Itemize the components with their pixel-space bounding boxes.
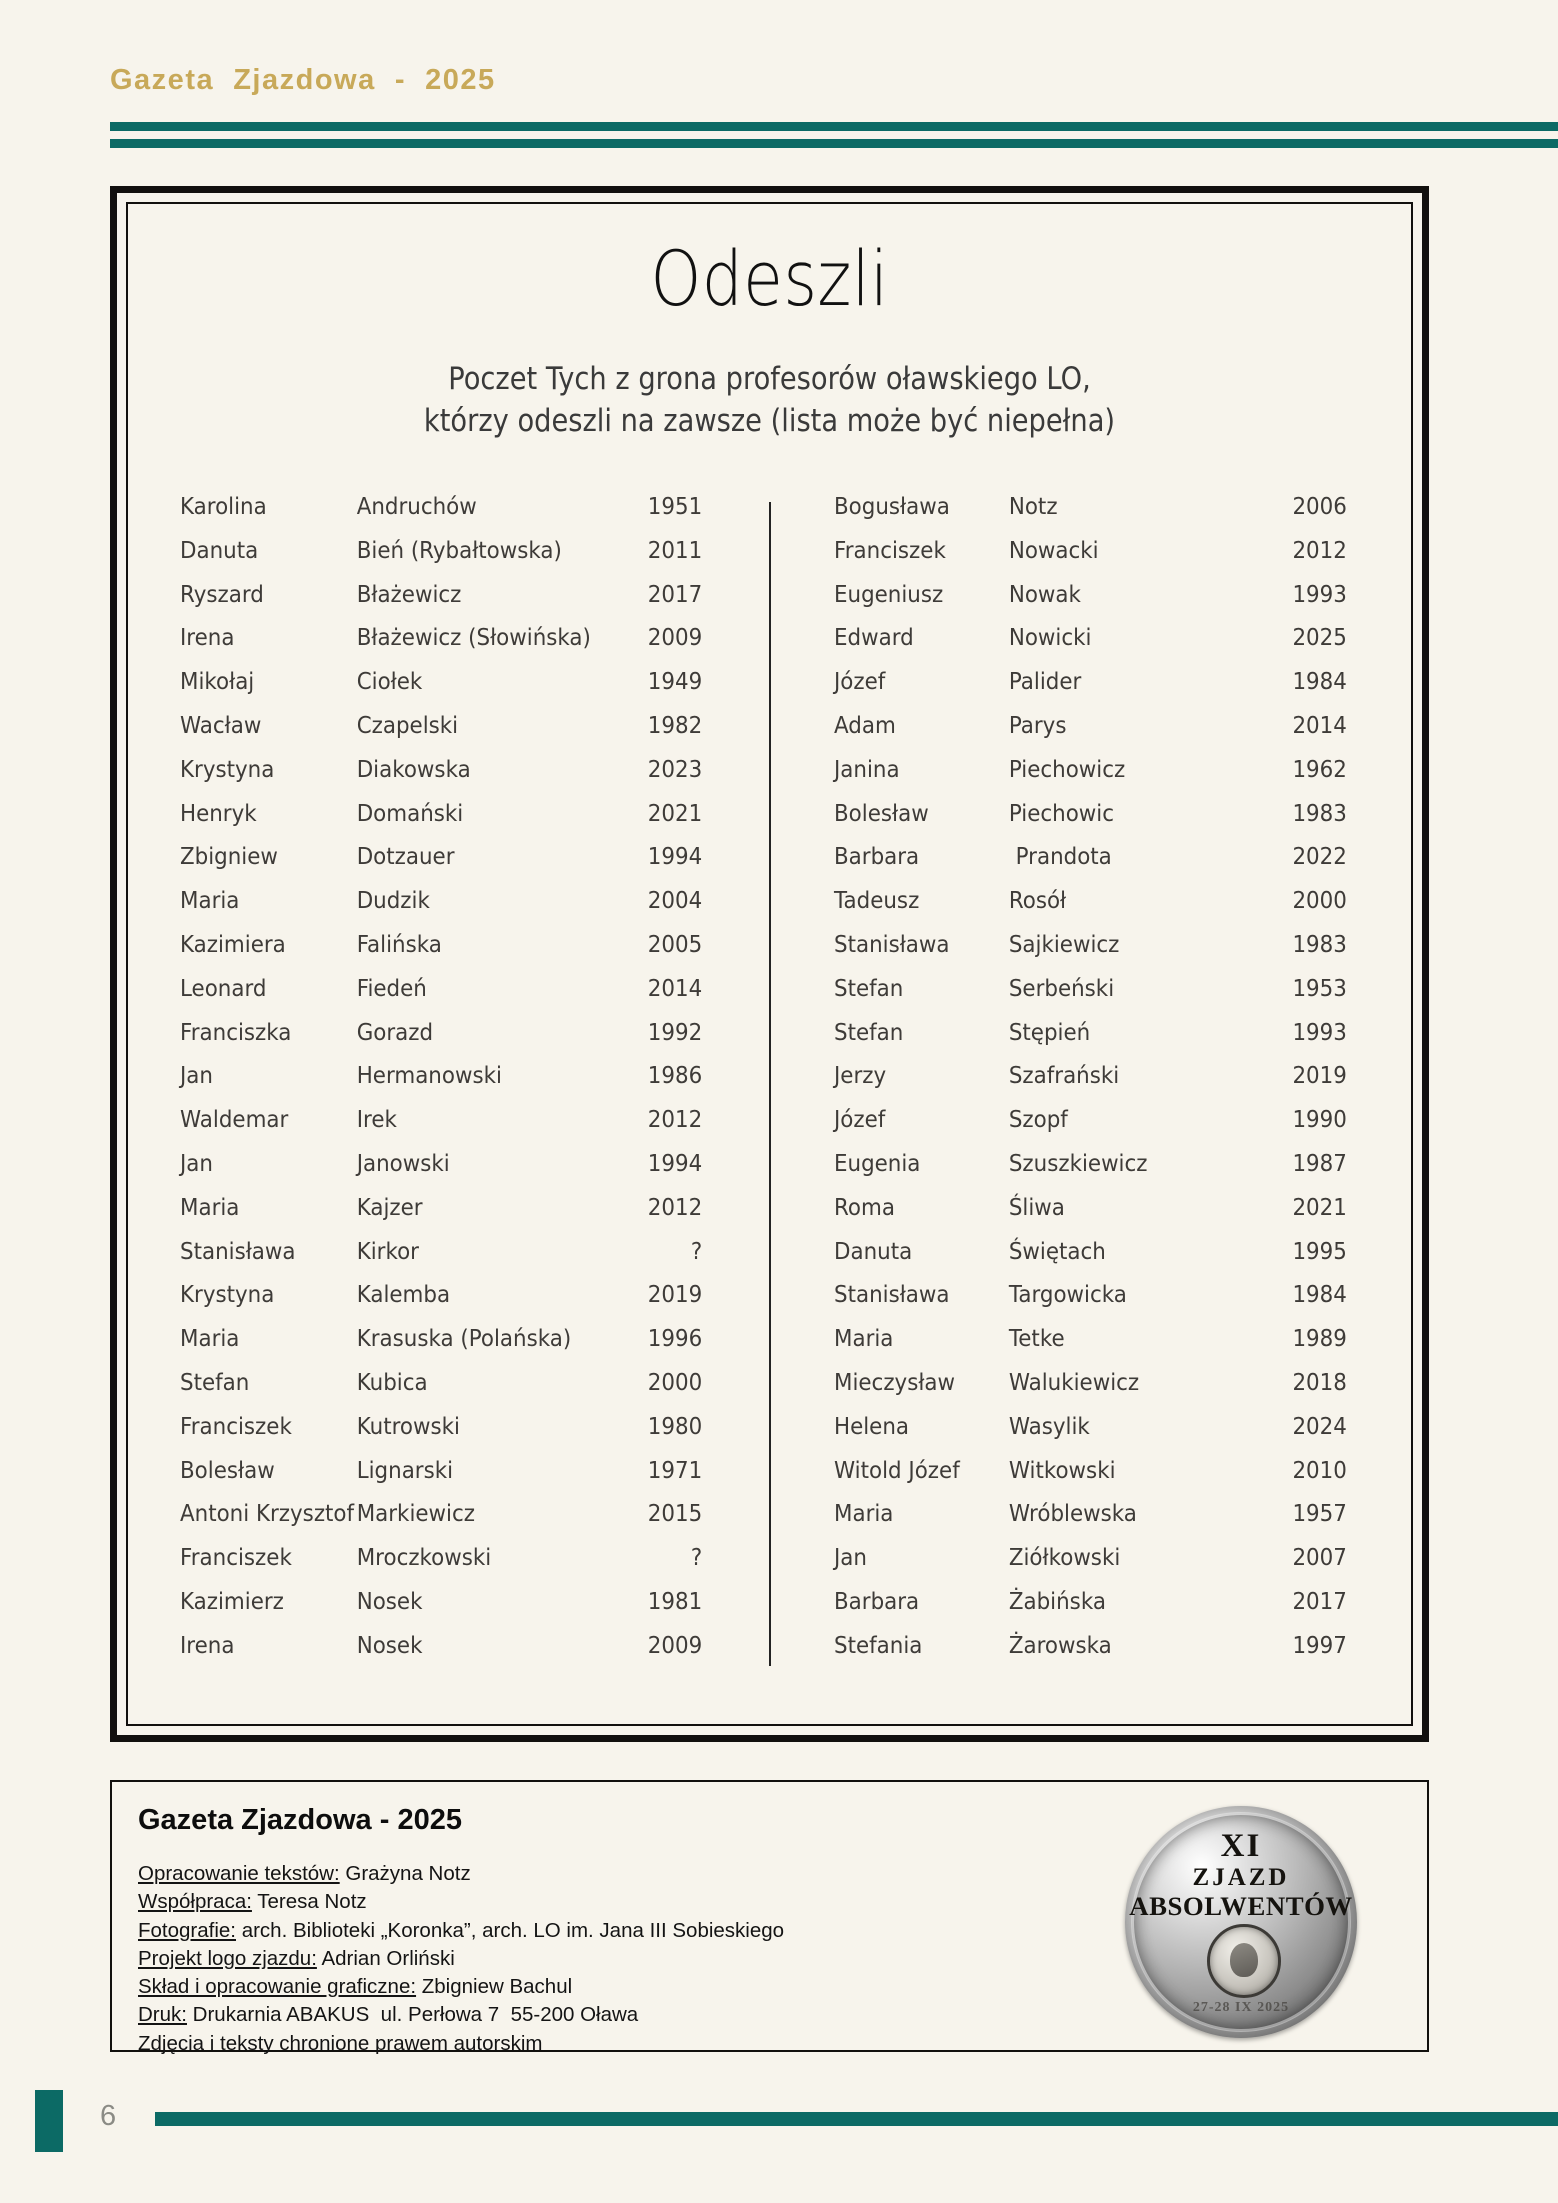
entry-first-name: Irena: [180, 625, 235, 652]
entry-surname: Mroczkowski: [356, 1545, 492, 1572]
entry-first-name: Tadeusz: [833, 888, 919, 915]
entry-year: 2010: [1291, 1457, 1347, 1484]
footer-bar-left: [35, 2090, 63, 2152]
entry-surname: Domański: [356, 800, 464, 827]
memorial-entry-row: [834, 582, 1347, 626]
colophon-credit-line: [138, 1945, 784, 1973]
entry-surname: Nowicki: [1008, 625, 1091, 652]
header-rule-bottom: [110, 139, 1558, 148]
entry-surname: Świętach: [1008, 1238, 1106, 1265]
medal-line-3: ABSOLWENTÓW: [1129, 1892, 1353, 1921]
entry-year: 2024: [1291, 1413, 1347, 1440]
memorial-entry-row: [180, 582, 702, 626]
entry-first-name: Ryszard: [180, 581, 264, 608]
memorial-entry-row: [834, 669, 1347, 713]
entry-first-name: Jerzy: [833, 1063, 886, 1090]
memorial-entry-row: [834, 1370, 1347, 1414]
entry-year: 1951: [647, 494, 703, 520]
entry-first-name: Franciszek: [180, 1413, 292, 1440]
entry-first-name: Witold Józef: [833, 1457, 960, 1484]
memorial-entry-row: [180, 1063, 702, 1107]
memorial-entry-row: [834, 538, 1347, 582]
entry-surname: Markiewicz: [356, 1501, 475, 1528]
entry-first-name: Maria: [180, 1326, 240, 1353]
memorial-entry-row: [180, 494, 702, 538]
colophon-credit-line: [138, 1917, 784, 1945]
colophon-credit-value: Grażyna Notz: [339, 1862, 471, 1885]
entry-year: 2000: [1291, 888, 1347, 915]
entry-first-name: Bogusława: [833, 494, 950, 520]
header-rule-top: [110, 122, 1558, 131]
memorial-entry-row: [180, 932, 702, 976]
entry-first-name: Antoni Krzysztof: [180, 1501, 355, 1528]
colophon-credit-value: Zbigniew Bachul: [416, 1975, 573, 1999]
memorial-entry-row: [834, 713, 1347, 757]
entry-year: 2019: [647, 1282, 703, 1309]
entry-surname: Stępień: [1008, 1019, 1090, 1046]
memorial-entry-row: [180, 1414, 702, 1458]
masthead-title: Gazeta Zjazdowa - 2025: [110, 64, 496, 96]
entry-surname: Falińska: [356, 931, 442, 958]
entry-first-name: Józef: [833, 1107, 885, 1134]
colophon-credit-label: Druk:: [138, 2003, 187, 2027]
memorial-list-column-left: [128, 494, 770, 1674]
entry-surname: Andruchów: [356, 494, 477, 520]
entry-surname: Prandota: [1008, 844, 1112, 871]
memorial-entry-row: [180, 757, 702, 801]
memorial-entry-row: [834, 1458, 1347, 1502]
entry-year: 1993: [1291, 1019, 1347, 1046]
memorial-entry-row: [834, 801, 1347, 845]
entry-surname: Gorazd: [356, 1019, 434, 1046]
memorial-entry-row: [834, 757, 1347, 801]
entry-year: 1949: [647, 669, 703, 696]
entry-surname: Wasylik: [1008, 1413, 1090, 1440]
entry-surname: Żabińska: [1008, 1588, 1106, 1615]
entry-year: 1984: [1291, 1282, 1347, 1309]
entry-first-name: Stanisława: [833, 931, 950, 958]
entry-first-name: Stanisława: [180, 1238, 296, 1265]
entry-surname: Tetke: [1008, 1326, 1065, 1353]
entry-surname: Palider: [1008, 669, 1081, 696]
entry-year: 1987: [1291, 1150, 1347, 1177]
memorial-entry-row: [834, 1326, 1347, 1370]
colophon-title: Gazeta Zjazdowa - 2025: [138, 1804, 462, 1836]
colophon-credit-value: arch. Biblioteki „Koronka”, arch. LO im. Jana III Sobieskiego: [236, 1918, 785, 1942]
entry-surname: Piechowicz: [1008, 756, 1125, 783]
entry-year: 1993: [1291, 581, 1347, 608]
entry-year: 2012: [1291, 537, 1347, 564]
medal-portrait-face: [1230, 1943, 1258, 1977]
colophon-credit-label: Fotografie:: [138, 1918, 236, 1942]
entry-first-name: Waldemar: [180, 1107, 289, 1134]
memorial-entry-row: [834, 1195, 1347, 1239]
memorial-entry-row: [180, 1020, 702, 1064]
colophon-credit-value: Zdjęcia i teksty chronione prawem autorskim: [138, 2031, 543, 2055]
entry-first-name: Stefan: [833, 975, 903, 1002]
memorial-entry-row: [834, 1501, 1347, 1545]
memorial-entry-row: [180, 1239, 702, 1283]
entry-surname: Kalemba: [356, 1282, 451, 1309]
memorial-entry-row: [180, 888, 702, 932]
entry-surname: Szuszkiewicz: [1008, 1150, 1147, 1177]
entry-year: 1995: [1291, 1238, 1347, 1265]
entry-first-name: Bolesław: [833, 800, 929, 827]
entry-first-name: Danuta: [180, 537, 259, 564]
entry-year: 2012: [647, 1107, 703, 1134]
page-subtitle: [205, 359, 1334, 443]
entry-surname: Kutrowski: [356, 1413, 460, 1440]
entry-first-name: Maria: [833, 1326, 893, 1353]
entry-first-name: Stefan: [180, 1369, 250, 1396]
entry-surname: Nosek: [356, 1632, 423, 1659]
entry-surname: Sajkiewicz: [1008, 931, 1119, 958]
entry-first-name: Maria: [833, 1501, 893, 1528]
memorial-entry-row: [834, 494, 1347, 538]
memorial-entry-row: [834, 1151, 1347, 1195]
entry-first-name: Janina: [833, 756, 900, 783]
memorial-entry-row: [180, 1326, 702, 1370]
entry-first-name: Wacław: [180, 712, 262, 739]
subtitle-line-1: Poczet Tych z grona profesorów oławskiego LO,: [448, 361, 1091, 397]
entry-surname: Nosek: [356, 1588, 423, 1615]
entry-year: 2007: [1291, 1545, 1347, 1572]
memorial-entry-row: [834, 888, 1347, 932]
memorial-entry-row: [180, 625, 702, 669]
memorial-entry-row: [180, 1458, 702, 1502]
page-footer: [0, 2090, 1558, 2203]
subtitle-line-2: którzy odeszli na zawsze (lista może być niepełna): [423, 402, 1116, 439]
entry-first-name: Kazimierz: [180, 1588, 284, 1615]
memorial-entry-row: [180, 538, 702, 582]
colophon-credit-line: [138, 1973, 784, 2001]
entry-year: 1981: [647, 1588, 703, 1615]
memorial-entry-row: [180, 801, 702, 845]
entry-first-name: Kazimiera: [180, 931, 286, 958]
memorial-frame: [110, 186, 1429, 1742]
entry-year: 2015: [647, 1501, 703, 1528]
entry-year: 1971: [647, 1457, 703, 1484]
entry-first-name: Barbara: [833, 1588, 919, 1615]
entry-year: 2012: [647, 1194, 703, 1221]
entry-year: 1982: [647, 712, 703, 739]
entry-surname: Ciołek: [356, 669, 423, 696]
entry-year: 1994: [647, 1150, 703, 1177]
entry-surname: Kirkor: [356, 1238, 419, 1265]
entry-surname: Kubica: [356, 1369, 428, 1396]
entry-first-name: Adam: [833, 712, 896, 739]
memorial-entry-row: [180, 1107, 702, 1151]
entry-first-name: Mikołaj: [180, 669, 255, 696]
entry-year: 2022: [1291, 844, 1347, 871]
entry-surname: Witkowski: [1008, 1457, 1116, 1484]
entry-surname: Notz: [1008, 494, 1058, 520]
entry-year: 2017: [1291, 1588, 1347, 1615]
medal-line-1: XI: [1220, 1828, 1262, 1864]
entry-surname: Błażewicz: [356, 581, 462, 608]
medal-date: 27-28 IX 2025: [1192, 2000, 1290, 2015]
entry-year: 2009: [647, 625, 703, 652]
entry-surname: Żarowska: [1008, 1632, 1112, 1659]
memorial-entry-row: [834, 1589, 1347, 1633]
entry-surname: Wróblewska: [1008, 1501, 1137, 1528]
memorial-entry-row: [834, 1545, 1347, 1589]
entry-first-name: Stefania: [833, 1632, 922, 1659]
entry-first-name: Edward: [833, 625, 914, 652]
memorial-entry-row: [834, 1414, 1347, 1458]
page-header: [0, 0, 1558, 155]
entry-year: 1990: [1291, 1107, 1347, 1134]
entry-first-name: Krystyna: [180, 1282, 275, 1309]
entry-year: 1983: [1291, 800, 1347, 827]
entry-first-name: Stefan: [833, 1019, 903, 1046]
entry-surname: Irek: [356, 1107, 397, 1134]
entry-year: 1980: [647, 1413, 703, 1440]
colophon-box: [110, 1780, 1429, 2055]
entry-surname: Dotzauer: [356, 844, 455, 871]
entry-year: 2017: [647, 581, 703, 608]
entry-year: 1962: [1291, 756, 1347, 783]
entry-first-name: Roma: [833, 1194, 895, 1221]
entry-year: 2005: [647, 931, 703, 958]
page-number: 6: [100, 2100, 117, 2132]
entry-first-name: Bolesław: [180, 1457, 275, 1484]
entry-first-name: Leonard: [180, 975, 267, 1002]
memorial-entry-row: [180, 713, 702, 757]
entry-surname: Rosół: [1008, 888, 1066, 915]
colophon-credit-label: Opracowanie tekstów:: [138, 1862, 340, 1885]
entry-year: 2021: [1291, 1194, 1347, 1221]
entry-year: 2019: [1291, 1063, 1347, 1090]
entry-year: 1997: [1291, 1632, 1347, 1659]
entry-first-name: Danuta: [833, 1238, 912, 1265]
memorial-entry-row: [180, 1545, 702, 1589]
entry-year: 1983: [1291, 931, 1347, 958]
entry-first-name: Zbigniew: [180, 844, 278, 871]
memorial-entry-row: [180, 1589, 702, 1633]
memorial-entry-row: [834, 1633, 1347, 1677]
entry-year: 1996: [647, 1326, 703, 1353]
colophon-credit-label: Współpraca:: [138, 1890, 252, 1914]
entry-surname: Błażewicz (Słowińska): [356, 625, 591, 652]
entry-year: 2023: [647, 756, 703, 783]
entry-year: ?: [690, 1238, 703, 1265]
memorial-entry-row: [834, 1020, 1347, 1064]
entry-year: 1957: [1291, 1501, 1347, 1528]
colophon-credit-line: [138, 2030, 784, 2058]
reunion-medal-logo: [1125, 1806, 1357, 2038]
entry-surname: Serbeński: [1008, 975, 1114, 1002]
entry-year: 2006: [1291, 494, 1347, 520]
memorial-entry-row: [180, 1501, 702, 1545]
entry-first-name: Karolina: [180, 494, 267, 520]
entry-surname: Bień (Rybałtowska): [356, 537, 562, 564]
colophon-credit-value: Adrian Orliński: [316, 1946, 455, 1970]
memorial-entry-row: [180, 1195, 702, 1239]
memorial-entry-row: [180, 1633, 702, 1677]
entry-first-name: Maria: [180, 888, 240, 915]
entry-year: 2014: [1291, 712, 1347, 739]
memorial-list-column-right: [770, 494, 1412, 1674]
entry-surname: Szopf: [1008, 1107, 1068, 1134]
entry-surname: Ziółkowski: [1008, 1545, 1120, 1572]
entry-year: 2004: [647, 888, 703, 915]
memorial-entry-row: [834, 976, 1347, 1020]
memorial-entry-row: [834, 1107, 1347, 1151]
entry-year: 1989: [1291, 1326, 1347, 1353]
memorial-entry-row: [834, 844, 1347, 888]
footer-bar-right: [155, 2112, 1558, 2126]
memorial-inner-border: [126, 202, 1413, 1726]
entry-surname: Kajzer: [356, 1194, 423, 1221]
entry-surname: Nowak: [1008, 581, 1081, 608]
entry-first-name: Jan: [180, 1063, 213, 1090]
entry-first-name: Barbara: [833, 844, 919, 871]
entry-surname: Lignarski: [356, 1457, 454, 1484]
entry-first-name: Franciszek: [833, 537, 946, 564]
entry-first-name: Henryk: [180, 800, 257, 827]
entry-year: 2009: [647, 1632, 703, 1659]
entry-year: 2000: [647, 1369, 703, 1396]
memorial-entry-row: [180, 976, 702, 1020]
entry-surname: Janowski: [356, 1150, 450, 1177]
colophon-credit-line: [138, 1860, 784, 1888]
entry-year: 1984: [1291, 669, 1347, 696]
entry-year: 2021: [647, 800, 703, 827]
entry-year: 2014: [647, 975, 703, 1002]
medal-disc: [1125, 1806, 1357, 2038]
entry-first-name: Eugenia: [833, 1150, 920, 1177]
entry-surname: Hermanowski: [356, 1063, 502, 1090]
memorial-entry-row: [834, 1282, 1347, 1326]
entry-surname: Piechowic: [1008, 800, 1114, 827]
entry-first-name: Jan: [833, 1545, 867, 1572]
entry-surname: Krasuska (Polańska): [356, 1326, 572, 1353]
entry-surname: Targowicka: [1008, 1282, 1127, 1309]
entry-surname: Fiedeń: [356, 975, 427, 1002]
entry-year: 2025: [1291, 625, 1347, 652]
entry-year: 1986: [647, 1063, 703, 1090]
memorial-entry-row: [834, 1239, 1347, 1283]
entry-first-name: Eugeniusz: [833, 581, 943, 608]
entry-surname: Parys: [1008, 712, 1066, 739]
memorial-list: [128, 494, 1411, 1674]
page-title: Odeszli: [650, 234, 889, 323]
entry-surname: Walukiewicz: [1008, 1369, 1139, 1396]
colophon-credit-label: Skład i opracowanie graficzne:: [138, 1975, 417, 1999]
entry-surname: Śliwa: [1008, 1194, 1065, 1221]
entry-first-name: Krystyna: [180, 756, 275, 783]
colophon-credits: [138, 1860, 784, 2058]
entry-surname: Szafrański: [1008, 1063, 1119, 1090]
entry-year: ?: [690, 1545, 703, 1572]
medal-line-2: ZJAZD: [1192, 1864, 1290, 1891]
entry-first-name: Stanisława: [833, 1282, 950, 1309]
memorial-entry-row: [180, 1151, 702, 1195]
entry-first-name: Irena: [180, 1632, 235, 1659]
entry-first-name: Mieczysław: [833, 1369, 955, 1396]
entry-first-name: Maria: [180, 1194, 240, 1221]
entry-surname: Diakowska: [356, 756, 471, 783]
memorial-entry-row: [834, 932, 1347, 976]
entry-year: 2011: [647, 537, 703, 564]
memorial-entry-row: [180, 1282, 702, 1326]
memorial-entry-row: [180, 669, 702, 713]
colophon-credit-value: Teresa Notz: [251, 1890, 367, 1914]
entry-year: 1992: [647, 1019, 703, 1046]
entry-surname: Dudzik: [356, 888, 430, 915]
entry-year: 1953: [1291, 975, 1347, 1002]
memorial-entry-row: [180, 1370, 702, 1414]
entry-surname: Nowacki: [1008, 537, 1099, 564]
entry-first-name: Franciszek: [180, 1545, 292, 1572]
entry-first-name: Helena: [833, 1413, 909, 1440]
entry-first-name: Józef: [833, 669, 885, 696]
memorial-entry-row: [180, 844, 702, 888]
memorial-entry-row: [834, 1063, 1347, 1107]
colophon-credit-line: [138, 1888, 784, 1916]
colophon-credit-label: Projekt logo zjazdu:: [138, 1946, 317, 1970]
medal-portrait-emblem-icon: [1207, 1924, 1281, 1998]
colophon-credit-value: Drukarnia ABAKUS ul. Perłowa 7 55-200 Oława: [186, 2003, 639, 2027]
colophon-credit-line: [138, 2001, 784, 2029]
memorial-entry-row: [834, 625, 1347, 669]
entry-year: 2018: [1291, 1369, 1347, 1396]
entry-first-name: Franciszka: [180, 1019, 292, 1046]
entry-surname: Czapelski: [356, 712, 459, 739]
entry-year: 1994: [647, 844, 703, 871]
entry-first-name: Jan: [180, 1150, 213, 1177]
